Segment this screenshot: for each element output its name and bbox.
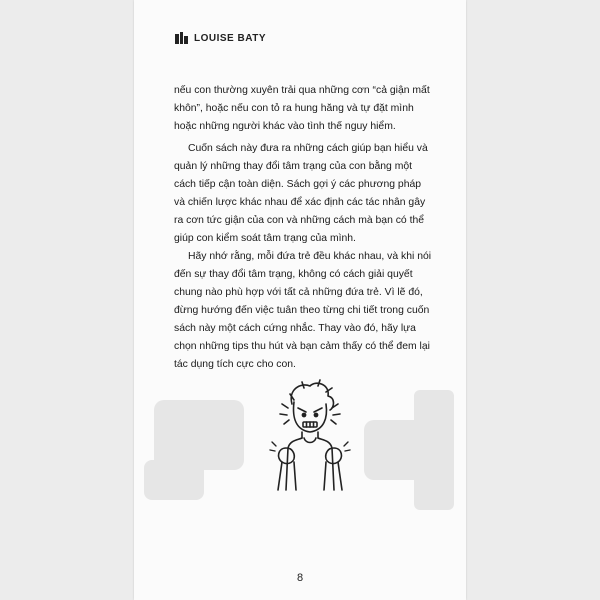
page-number: 8 — [296, 572, 304, 584]
angry-child-icon — [260, 378, 360, 504]
author-name: LOUISE BATY — [194, 32, 266, 44]
paragraph-1: nếu con thường xuyên trải qua những cơn “cả giận mất khôn”, hoặc nếu con tỏ ra hung hăng và tự đặt mình hoặc những người khác vào tình thế nguy hiểm. — [174, 85, 430, 132]
book-page — [134, 0, 466, 600]
publisher-logo-icon — [174, 32, 188, 44]
running-header — [174, 32, 266, 44]
paragraph-3: Hãy nhớ rằng, mỗi đứa trẻ đều khác nhau, và khi nói đến sự thay đổi tâm trạng, không có cách giải quyết chung nào phù hợp với tất cả những đứa trẻ. Vì lẽ đó, đừng hướng đến việc tuân theo từng chi tiết trong cuốn sách này một cách cứng nhắc. Thay vào đó, hãy lựa chọn những tips thu hút và bạn cảm thấy có thể đem lại tác dụng tích cực cho con. — [174, 251, 432, 370]
paragraph-2: Cuốn sách này đưa ra những cách giúp bạn hiểu và quản lý những thay đổi tâm trạng của con bằng một cách tiếp cận toàn diện. Sách gợi ý các phương pháp và chiến lược khác nhau để xác định các tác nhân gây ra cơn tức giận của con và những cách mà bạn có thể giúp con kiểm soát tâm trạng của mình. — [174, 143, 428, 244]
